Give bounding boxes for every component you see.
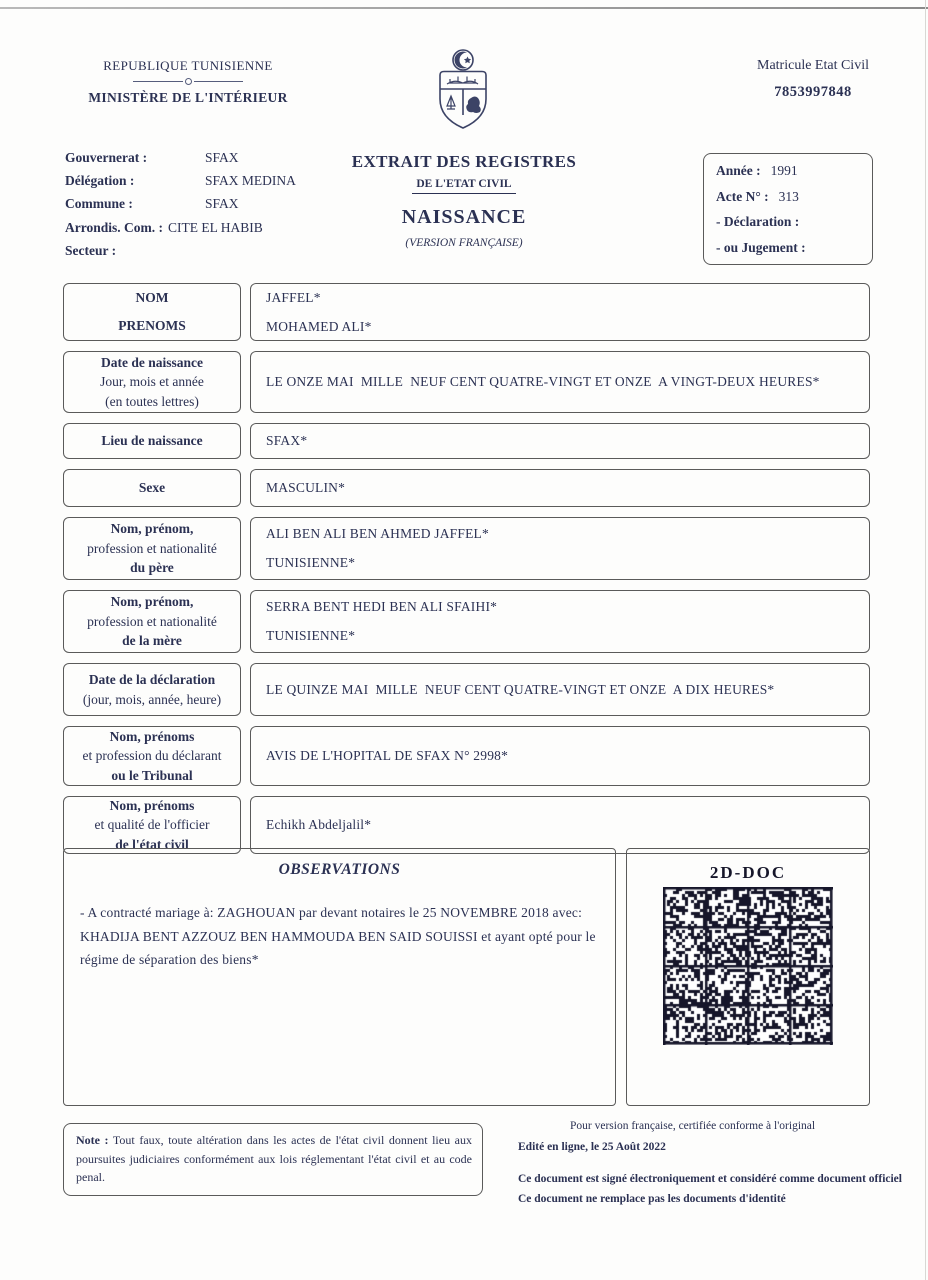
republic-title: REPUBLIQUE TUNISIENNE [103, 58, 273, 73]
field-value-box [250, 517, 870, 580]
region-label: Commune : [65, 196, 133, 212]
field-label-line: Jour, mois et année [100, 374, 204, 390]
fields-table [63, 283, 870, 864]
acte-number-value: 313 [778, 188, 799, 204]
region-line-delegation [65, 173, 330, 189]
not-identity-doc-line: Ce document ne remplace pas les documents d'identité [518, 1193, 786, 1205]
field-value-box [250, 796, 870, 854]
field-label-box [63, 423, 241, 459]
field-value-line: LE ONZE MAI MILLE NEUF CENT QUATRE-VINGT ET ONZE A VINGT-DEUX HEURES* [266, 374, 820, 389]
region-line-arrondissement [65, 220, 330, 236]
field-value-box [250, 351, 870, 413]
field-label-line: du père [130, 560, 174, 576]
field-row-pere [63, 517, 870, 580]
field-label-line: de la mère [122, 633, 182, 649]
region-info-block [65, 150, 330, 266]
field-value-box [250, 590, 870, 653]
field-row-declarant [63, 726, 870, 786]
field-label-line: et profession du déclarant [82, 748, 222, 764]
header-right [718, 58, 908, 101]
field-label-box [63, 590, 241, 653]
acte-info-box [703, 153, 873, 265]
region-label: Arrondis. Com. : [65, 219, 164, 235]
header-left [78, 58, 298, 106]
acte-number-label: Acte N° : [716, 188, 769, 204]
field-row-lieu-naissance [63, 423, 870, 459]
field-label-line: profession et nationalité [87, 540, 217, 556]
field-row-nom-prenoms [63, 283, 870, 341]
2d-doc-box [626, 848, 870, 1106]
document-title-block [318, 152, 610, 249]
title-naissance: NAISSANCE [401, 206, 527, 228]
field-row-officier [63, 796, 870, 854]
legal-note-box [63, 1123, 483, 1196]
region-value: CITE EL HABIB [168, 219, 263, 235]
header-divider [133, 78, 243, 85]
field-label-line: Nom, prénoms [109, 797, 195, 813]
field-label-line: ou le Tribunal [111, 767, 193, 783]
scan-edge-line-right [925, 0, 926, 1280]
field-value-box [250, 469, 870, 507]
field-value-line: LE QUINZE MAI MILLE NEUF CENT QUATRE-VINGT ET ONZE A DIX HEURES* [266, 681, 775, 697]
matricule-label: Matricule Etat Civil [757, 58, 869, 73]
field-label-line: Nom, prénom, [110, 521, 194, 537]
field-value-line: ALI BEN ALI BEN AHMED JAFFEL* [266, 526, 489, 541]
signed-electronically-line: Ce document est signé électroniquement et considéré comme document officiel [518, 1173, 902, 1185]
field-label-box [63, 663, 241, 716]
note-text: Tout faux, toute altération dans les actes de l'état civil donnent lieu aux poursuites judiciaires conformément aux lois réglementant l'état civil et au code penal. [76, 1133, 472, 1185]
2d-doc-label: 2D-DOC [709, 863, 787, 882]
region-label: Secteur : [65, 242, 117, 258]
note-label: Note : [76, 1133, 109, 1147]
observations-box [63, 848, 616, 1106]
field-label-line: Date de la déclaration [88, 671, 216, 687]
jugement-line: - ou Jugement : [716, 239, 806, 255]
observations-text: - A contracté mariage à: ZAGHOUAN par devant notaires le 25 NOVEMBRE 2018 avec: KHADIJA BENT AZZOUZ BEN HAMMOUDA BEN SAID SOUISSI et ayant opté pour le régime de séparation des biens* [80, 905, 596, 968]
tunisia-coat-of-arms-icon [434, 48, 492, 139]
field-label-box [63, 283, 241, 341]
region-value: SFAX MEDINA [205, 173, 296, 189]
field-row-sexe [63, 469, 870, 507]
title-extrait: EXTRAIT DES REGISTRES [351, 152, 577, 171]
field-label-line: de l'état civil [115, 836, 189, 852]
field-label-line: Date de naissance [101, 354, 203, 370]
field-value-line: AVIS DE L'HOPITAL DE SFAX N° 2998* [266, 748, 509, 763]
field-value-line: MOHAMED ALI* [266, 318, 372, 334]
field-value-line: TUNISIENNE* [266, 628, 356, 643]
field-value-line: SERRA BENT HEDI BEN ALI SFAIHI* [266, 599, 498, 614]
certification-block [518, 1120, 918, 1205]
field-label-line: profession et nationalité [87, 613, 217, 629]
matricule-value: 7853997848 [774, 84, 852, 100]
field-row-date-declaration [63, 663, 870, 716]
field-value-line: Echikh Abdeljalil* [266, 817, 372, 832]
acte-number-line [716, 187, 872, 207]
annee-line [716, 161, 872, 181]
region-label: Délégation : [65, 173, 135, 189]
field-value-line: JAFFEL* [266, 289, 321, 305]
field-label-box [63, 351, 241, 413]
observations-band [63, 848, 870, 1106]
title-version: (VERSION FRANÇAISE) [405, 237, 523, 249]
region-line-secteur [65, 243, 330, 259]
region-value: SFAX [205, 196, 239, 212]
region-label: Gouvernerat : [65, 150, 148, 165]
annee-label: Année : [716, 163, 761, 178]
observations-title: OBSERVATIONS [278, 861, 401, 878]
field-label-line: NOM [135, 290, 169, 306]
field-value-box [250, 663, 870, 716]
region-line-commune [65, 196, 330, 212]
field-label-line: Nom, prénoms [109, 728, 195, 744]
edited-online-line: Edité en ligne, le 25 Août 2022 [518, 1141, 666, 1153]
annee-value: 1991 [770, 163, 798, 178]
region-line-gouvernerat [65, 150, 330, 166]
field-label-box [63, 469, 241, 507]
field-label-line: (en toutes lettres) [105, 393, 199, 409]
ministry-title: MINISTÈRE DE L'INTÉRIEUR [88, 90, 288, 105]
field-value-box [250, 726, 870, 786]
datamatrix-barcode-icon [663, 887, 833, 1045]
field-value-box [250, 423, 870, 459]
field-label-box [63, 517, 241, 580]
region-value: SFAX [205, 150, 239, 165]
field-row-mere [63, 590, 870, 653]
title-etat-civil: DE L'ETAT CIVIL [412, 178, 515, 194]
declaration-line: - Déclaration : [716, 214, 800, 230]
field-label-line: PRENOMS [118, 318, 186, 333]
field-value-line: SFAX* [266, 433, 308, 448]
field-value-line: TUNISIENNE* [266, 555, 356, 570]
field-label-box [63, 726, 241, 786]
field-label-line: (jour, mois, année, heure) [82, 691, 222, 707]
field-label-box [63, 796, 241, 854]
field-row-date-naissance [63, 351, 870, 413]
scan-edge-line [0, 7, 928, 9]
certified-line: Pour version française, certifiée conforme à l'original [570, 1120, 816, 1132]
field-label-line: Nom, prénom, [110, 594, 194, 610]
field-value-box [250, 283, 870, 341]
field-label-line: Sexe [138, 480, 166, 496]
field-label-line: Lieu de naissance [101, 433, 203, 449]
field-label-line: et qualité de l'officier [94, 817, 210, 833]
field-value-line: MASCULIN* [266, 480, 346, 495]
